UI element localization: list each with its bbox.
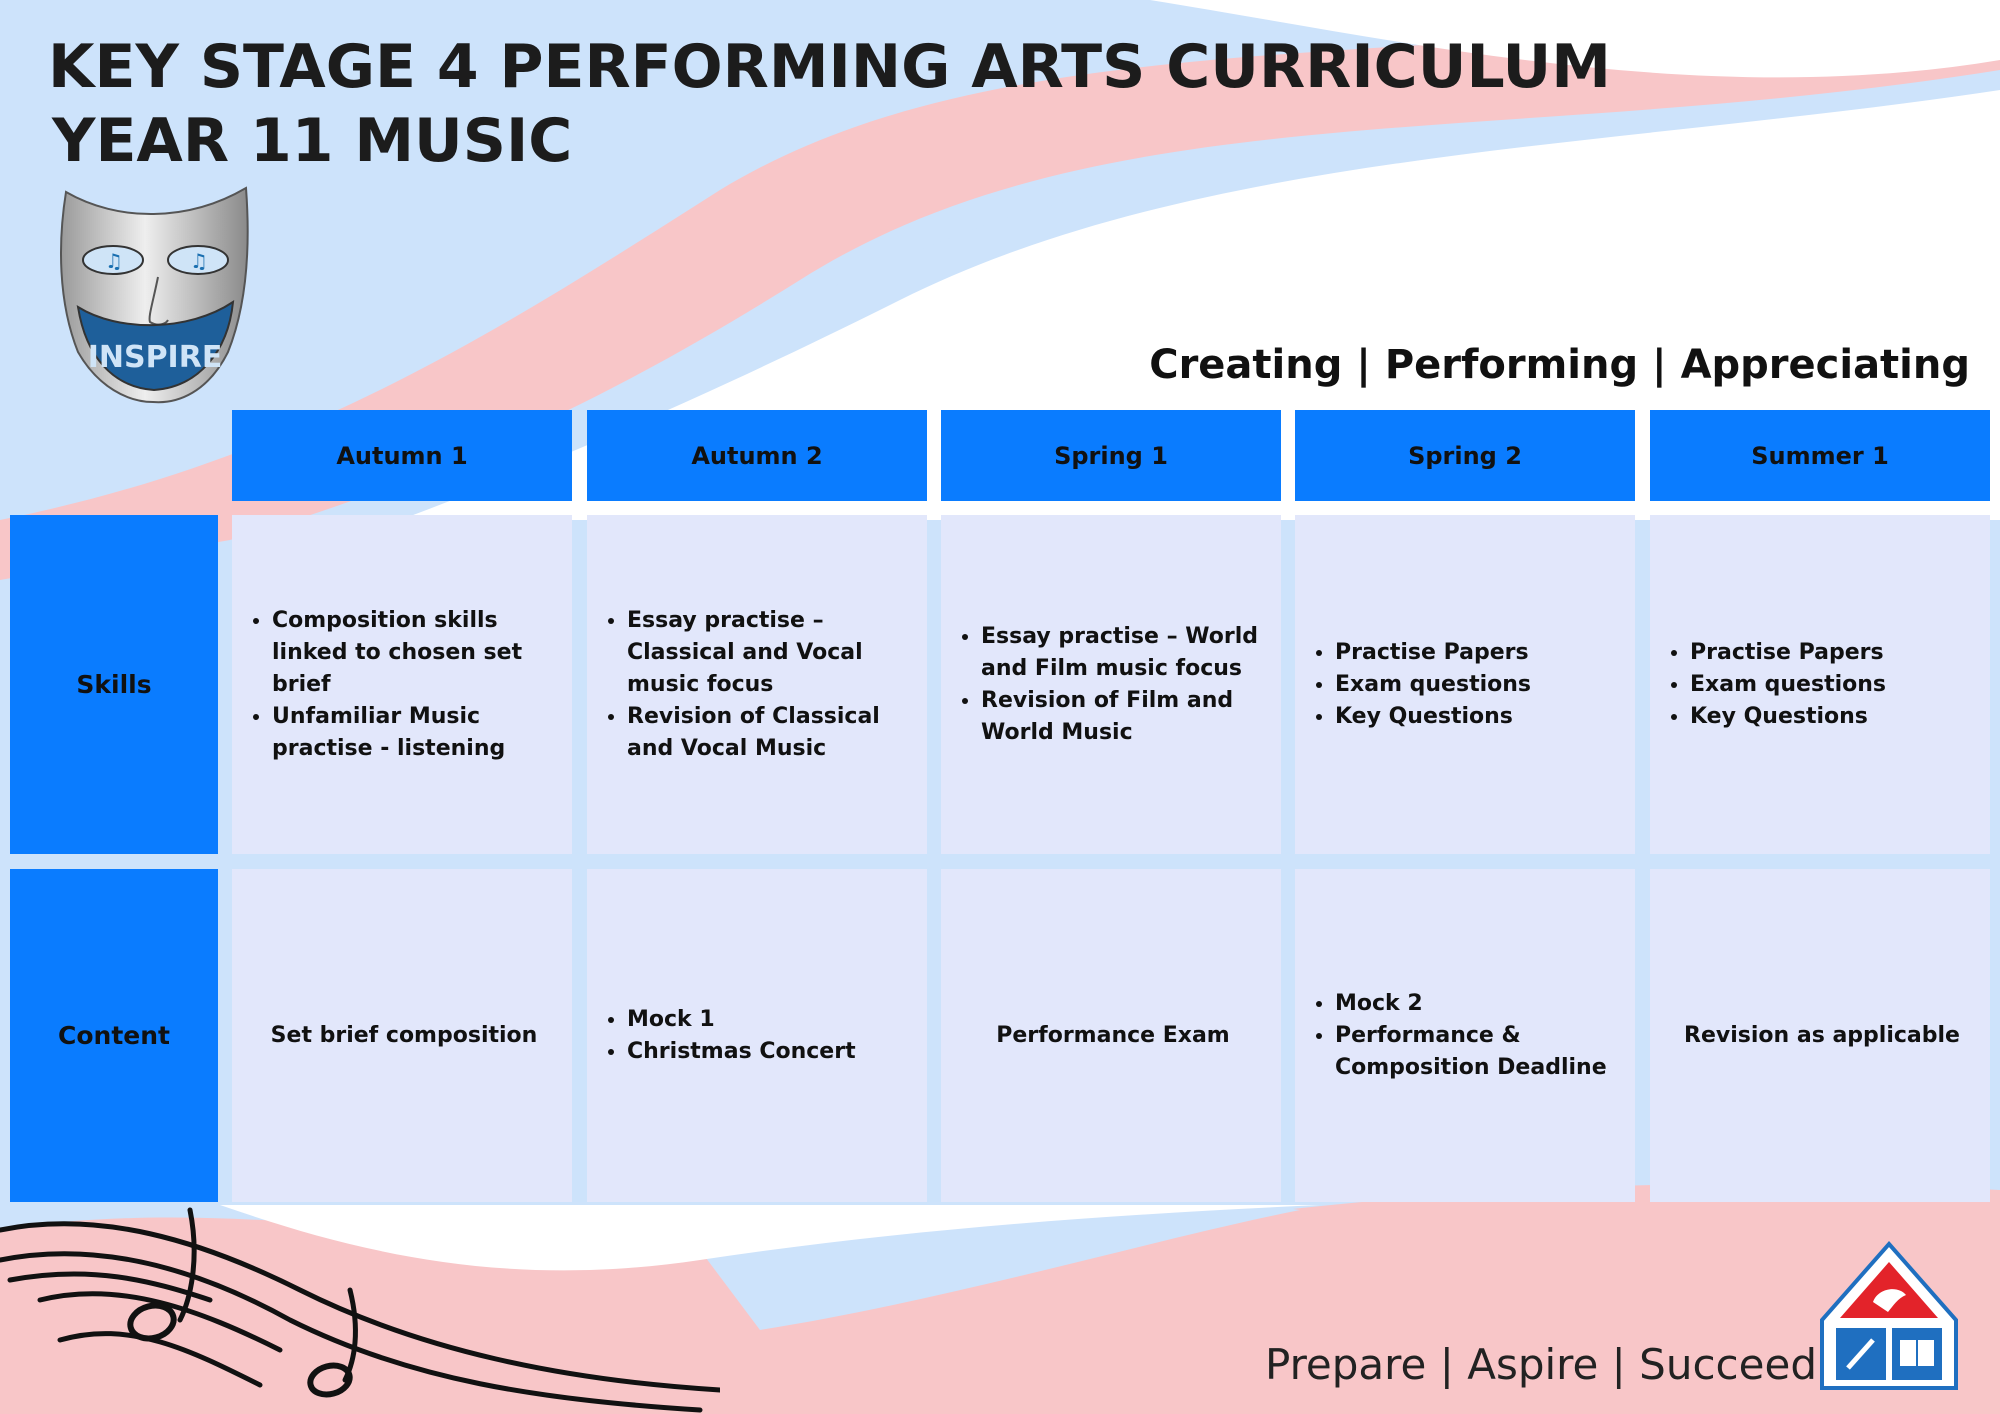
cell-text: Performance Exam bbox=[996, 1022, 1230, 1048]
bullet-list bbox=[1303, 637, 1631, 733]
bullet-list bbox=[595, 605, 923, 765]
music-staff-icon bbox=[0, 1200, 720, 1414]
list-item: • Essay practise – Classical and Vocal music focus bbox=[627, 605, 923, 701]
skills-cell-spring-2 bbox=[1295, 515, 1635, 854]
list-item: • Performance & Composition Deadline bbox=[1335, 1020, 1631, 1084]
list-item: • Mock 1 bbox=[627, 1004, 923, 1036]
bullet-list bbox=[1658, 637, 1986, 733]
skills-cell-autumn-1 bbox=[232, 515, 572, 854]
column-header-spring-1: Spring 1 bbox=[941, 410, 1281, 501]
bullet-list bbox=[595, 1004, 923, 1068]
svg-text:♫: ♫ bbox=[190, 249, 208, 273]
page-title: KEY STAGE 4 PERFORMING ARTS CURRICULUM bbox=[48, 32, 1611, 102]
skills-cell-spring-1 bbox=[941, 515, 1281, 854]
bullet-list bbox=[1303, 988, 1631, 1084]
motto: Prepare | Aspire | Succeed bbox=[1265, 1340, 1817, 1389]
list-item: • Christmas Concert bbox=[627, 1036, 923, 1068]
column-header-summer-1: Summer 1 bbox=[1650, 410, 1990, 501]
theatre-mask-icon bbox=[58, 182, 252, 404]
list-item: • Composition skills linked to chosen set brief bbox=[272, 605, 568, 701]
list-item: • Revision of Film and World Music bbox=[981, 685, 1277, 749]
list-item: • Essay practise – World and Film music focus bbox=[981, 621, 1277, 685]
content-cell-spring-1 bbox=[941, 869, 1281, 1202]
list-item: • Unfamiliar Music practise - listening bbox=[272, 701, 568, 765]
school-crest-icon bbox=[1818, 1240, 1960, 1392]
list-item: • Exam questions bbox=[1335, 669, 1631, 701]
list-item: • Practise Papers bbox=[1335, 637, 1631, 669]
list-item: • Mock 2 bbox=[1335, 988, 1631, 1020]
svg-text:♫: ♫ bbox=[105, 249, 123, 273]
svg-text:INSPIRE: INSPIRE bbox=[87, 340, 223, 375]
bullet-list bbox=[240, 605, 568, 765]
content-cell-spring-2 bbox=[1295, 869, 1635, 1202]
content-cell-autumn-1 bbox=[232, 869, 572, 1202]
skills-cell-summer-1 bbox=[1650, 515, 1990, 854]
column-header-autumn-2: Autumn 2 bbox=[587, 410, 927, 501]
list-item: • Exam questions bbox=[1690, 669, 1986, 701]
content-cell-summer-1 bbox=[1650, 869, 1990, 1202]
list-item: • Practise Papers bbox=[1690, 637, 1986, 669]
bullet-list bbox=[949, 621, 1277, 749]
row-header-content: Content bbox=[10, 869, 218, 1202]
column-header-autumn-1: Autumn 1 bbox=[232, 410, 572, 501]
cell-text: Set brief composition bbox=[270, 1022, 538, 1048]
tagline: Creating | Performing | Appreciating bbox=[1149, 342, 1970, 388]
skills-cell-autumn-2 bbox=[587, 515, 927, 854]
cell-text: Revision as applicable bbox=[1684, 1022, 1960, 1048]
page-subtitle: YEAR 11 MUSIC bbox=[52, 106, 573, 176]
list-item: • Revision of Classical and Vocal Music bbox=[627, 701, 923, 765]
list-item: • Key Questions bbox=[1690, 701, 1986, 733]
list-item: • Key Questions bbox=[1335, 701, 1631, 733]
column-header-spring-2: Spring 2 bbox=[1295, 410, 1635, 501]
content-cell-autumn-2 bbox=[587, 869, 927, 1202]
row-header-skills: Skills bbox=[10, 515, 218, 854]
